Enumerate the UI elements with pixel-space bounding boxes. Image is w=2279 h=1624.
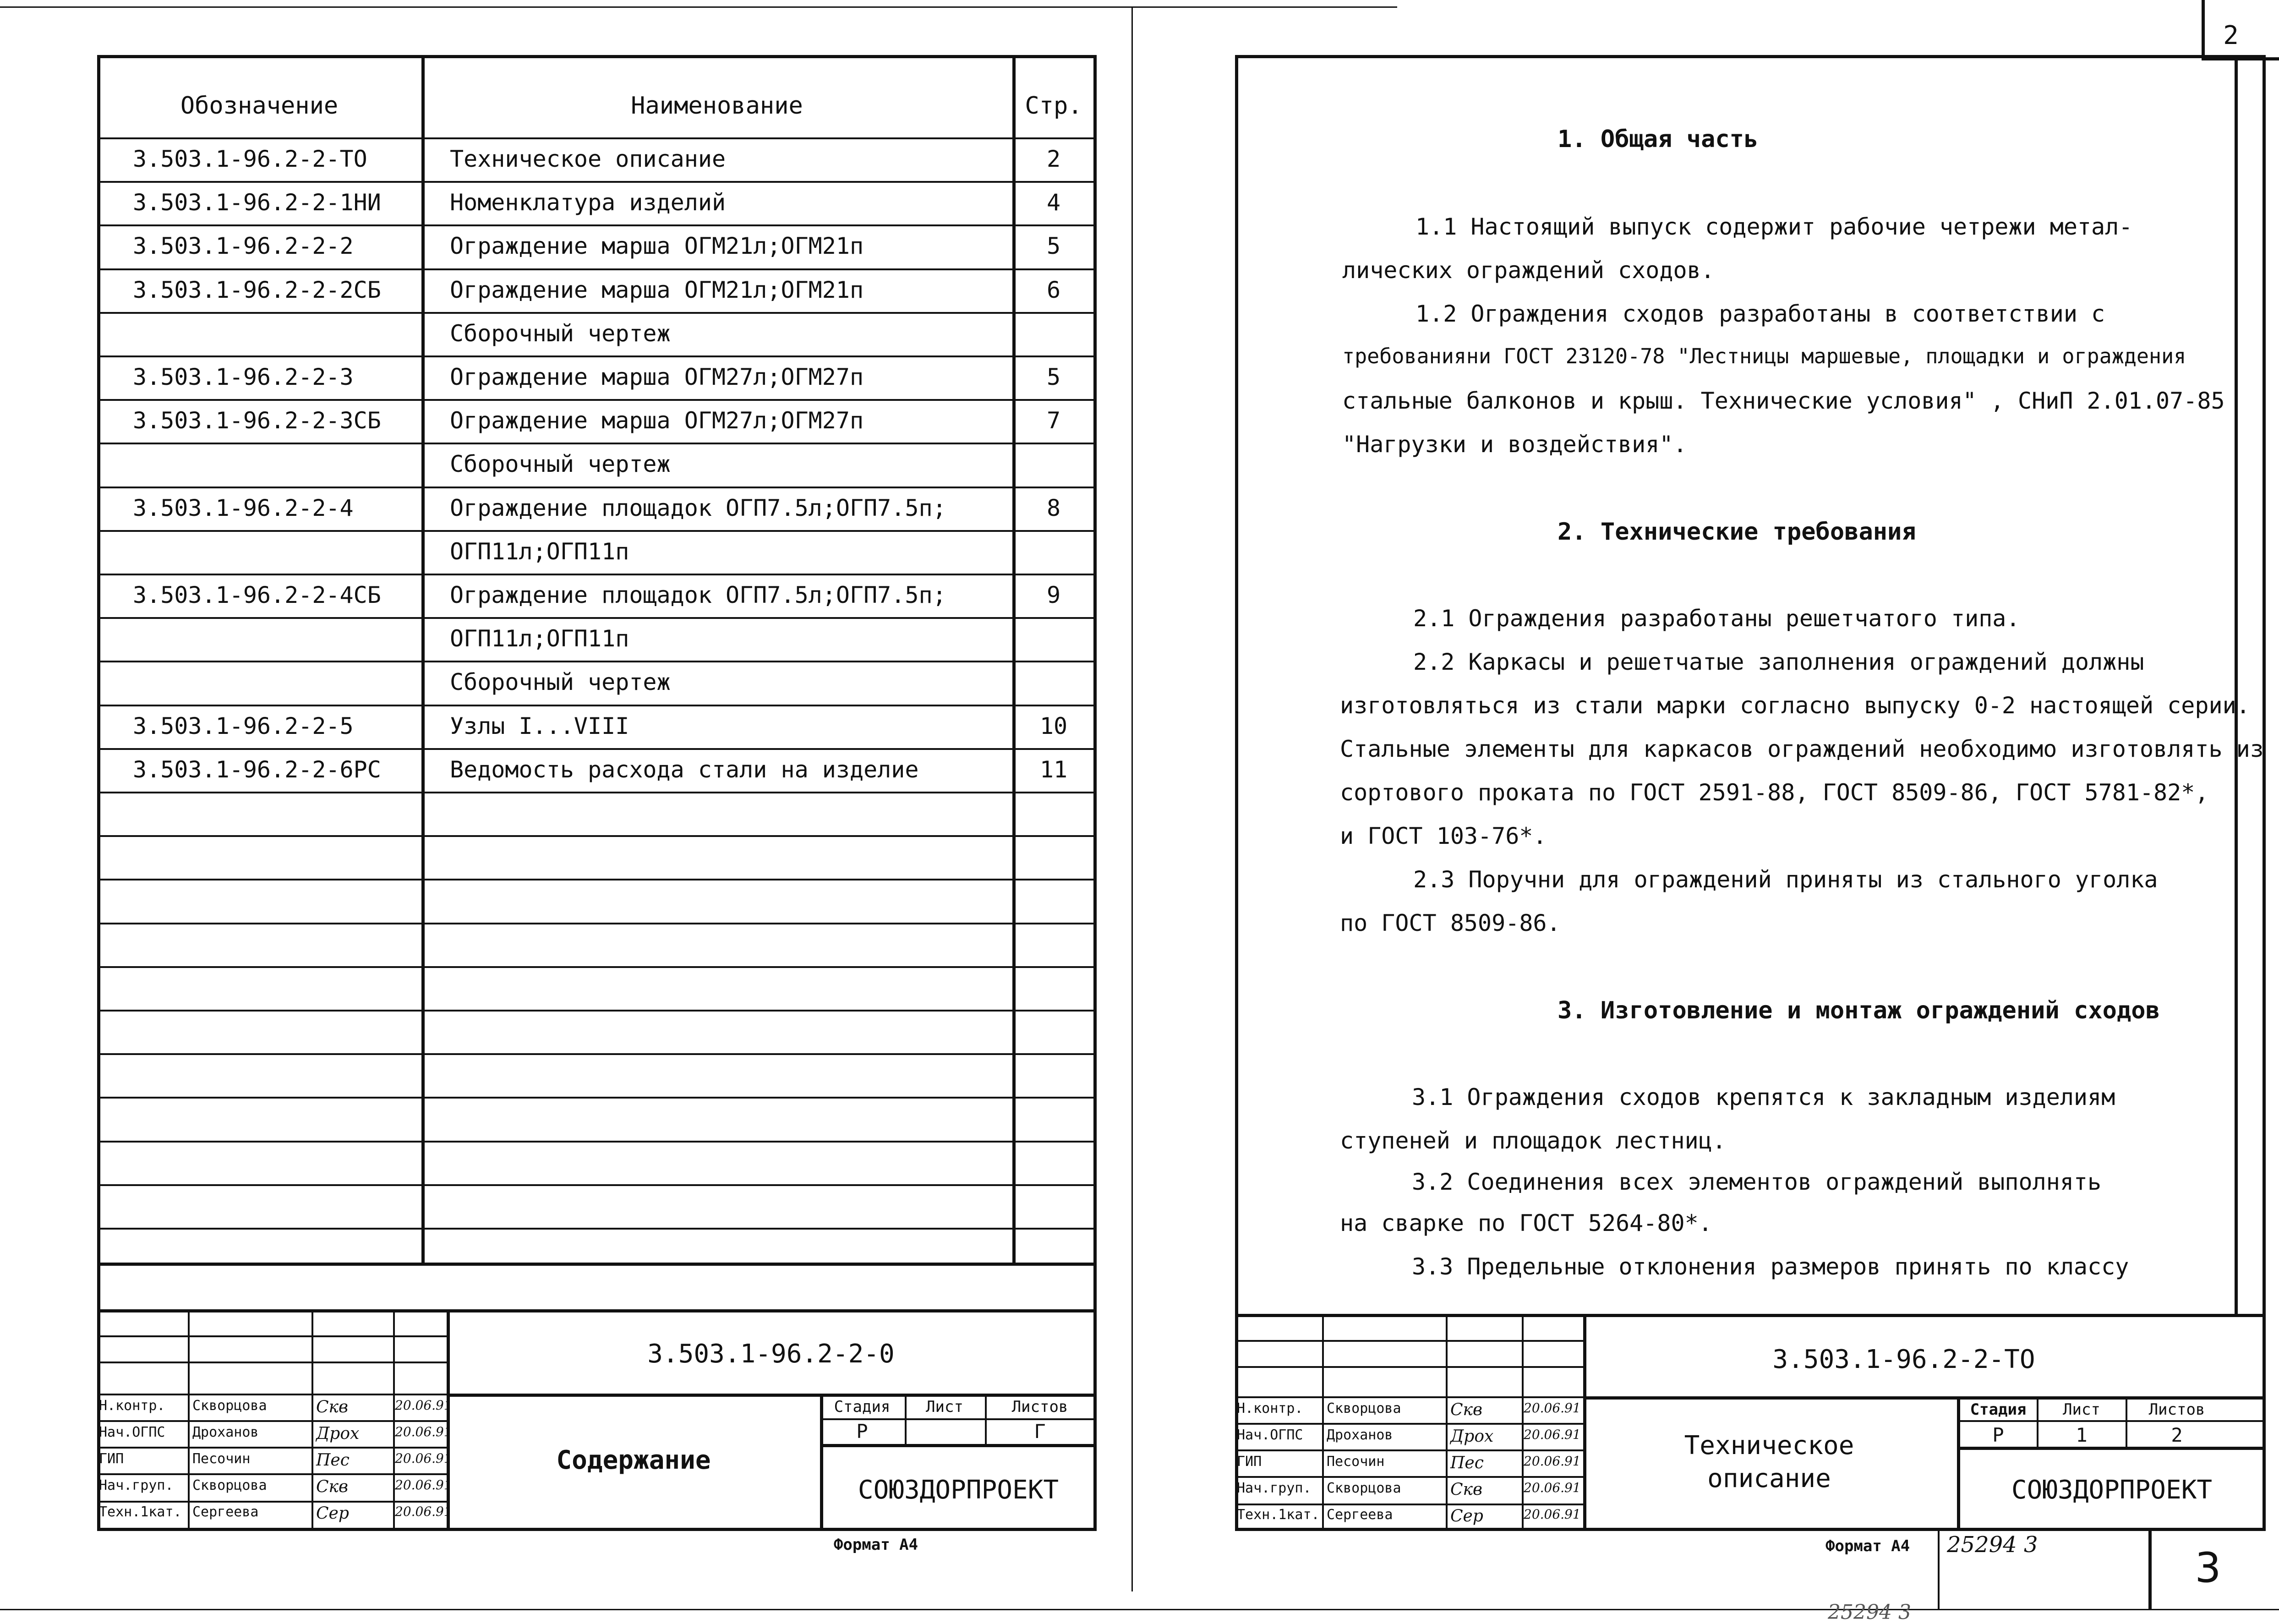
row-name: ОГП11л;ОГП11п bbox=[450, 625, 629, 652]
table-row-divider bbox=[97, 443, 1097, 444]
row-page: 7 bbox=[1046, 407, 1061, 434]
p3-2-line1: 3.2 Соединения всех элементов ограждений выполнять bbox=[1412, 1169, 2102, 1195]
left-stage-label: Стадия bbox=[834, 1398, 891, 1416]
signer-name: Дроханов bbox=[192, 1424, 259, 1440]
signature: Пес bbox=[1450, 1454, 1484, 1472]
left-sheet-label: Лист bbox=[926, 1398, 963, 1416]
row-name: Сборочный чертеж bbox=[450, 669, 671, 696]
right-sheet-label: Лист bbox=[2063, 1400, 2100, 1419]
page-number: 2 bbox=[2223, 21, 2239, 50]
signature: Пес bbox=[316, 1451, 350, 1470]
sign-date: 20.06.91 bbox=[395, 1451, 452, 1466]
signer-name: Скворцова bbox=[192, 1398, 267, 1414]
table-row-divider bbox=[97, 966, 1097, 968]
table-row-divider bbox=[97, 923, 1097, 924]
signer-role: Нач.ОГПС bbox=[1237, 1427, 1303, 1443]
right-stamp-title-2: описание bbox=[1707, 1464, 1831, 1493]
table-row-divider bbox=[97, 1010, 1097, 1012]
section-3-heading: 3. Изготовление и монтаж ограждений сходов bbox=[1558, 997, 2160, 1024]
signer-name: Песочин bbox=[1327, 1454, 1385, 1470]
row-name: Номенклатура изделий bbox=[450, 189, 726, 216]
row-designation: 3.503.1-96.2-2-2СБ bbox=[133, 276, 381, 303]
right-stamp-title-1: Техническое bbox=[1684, 1431, 1854, 1460]
signer-role: Техн.1кат. bbox=[99, 1504, 182, 1520]
signature: Скв bbox=[1450, 1480, 1482, 1499]
row-name: Ограждение марша ОГМ27л;ОГМ27п bbox=[450, 364, 864, 390]
row-name: ОГП11л;ОГП11п bbox=[450, 538, 629, 565]
row-name: Сборочный чертеж bbox=[450, 320, 671, 347]
row-designation: 3.503.1-96.2-2-3 bbox=[133, 364, 354, 390]
table-row-divider bbox=[97, 268, 1097, 270]
table-row-divider bbox=[97, 1228, 1097, 1230]
row-name: Ограждение площадок ОГП7.5л;ОГП7.5п; bbox=[450, 494, 946, 521]
p1-2-line2: требованияни ГОСТ 23120-78 "Лестницы маршевые, площадки и ограждения bbox=[1342, 344, 2186, 368]
left-stamp-code: 3.503.1-96.2-2-0 bbox=[647, 1339, 895, 1369]
row-name: Узлы I...VIII bbox=[450, 712, 629, 739]
p3-2-line2: на сварке по ГОСТ 5264-80*. bbox=[1340, 1210, 1712, 1236]
signature: Дрох bbox=[1450, 1427, 1494, 1446]
signature: Сер bbox=[316, 1504, 349, 1523]
right-org: СОЮЗДОРПРОЕКТ bbox=[2011, 1475, 2213, 1505]
table-row-divider bbox=[97, 487, 1097, 488]
signer-role: Техн.1кат. bbox=[1237, 1507, 1320, 1523]
sign-date: 20.06.91 bbox=[1524, 1400, 1581, 1416]
sign-date: 20.06.91 bbox=[1524, 1427, 1581, 1442]
table-row-divider bbox=[97, 312, 1097, 314]
row-page: 8 bbox=[1046, 494, 1061, 521]
center-fold-line bbox=[1131, 6, 1133, 1591]
table-row-divider bbox=[97, 574, 1097, 575]
row-page: 2 bbox=[1046, 146, 1061, 172]
p1-2-line4: "Нагрузки и воздействия". bbox=[1342, 431, 1687, 458]
left-stamp-title: Содержание bbox=[556, 1445, 711, 1475]
p2-2-line3: Стальные элементы для каркасов ограждений необходимо изготовлять из bbox=[1340, 736, 2264, 762]
signer-name: Скворцова bbox=[1327, 1480, 1401, 1496]
row-page: 11 bbox=[1039, 756, 1068, 783]
signer-role: Н.контр. bbox=[1237, 1400, 1303, 1416]
left-sheets-value: Г bbox=[1034, 1420, 1046, 1443]
sign-date: 20.06.91 bbox=[395, 1477, 452, 1493]
left-stage-value: Р bbox=[856, 1420, 868, 1443]
sign-date: 20.06.91 bbox=[395, 1504, 452, 1519]
signature: Скв bbox=[1450, 1400, 1482, 1419]
p2-2-line5: и ГОСТ 103-76*. bbox=[1340, 823, 1547, 849]
p3-3-line1: 3.3 Предельные отклонения размеров принять по классу bbox=[1412, 1253, 2129, 1280]
inventory-number: 25294 3 bbox=[1947, 1532, 2038, 1558]
left-format: Формат А4 bbox=[833, 1536, 918, 1554]
sign-date: 20.06.91 bbox=[395, 1424, 452, 1439]
top-edge-line bbox=[0, 6, 1397, 8]
right-sheets-label: Листов bbox=[2148, 1400, 2205, 1419]
table-row-divider bbox=[97, 1097, 1097, 1099]
signature: Сер bbox=[1450, 1507, 1483, 1526]
table-row-divider bbox=[97, 792, 1097, 793]
left-org: СОЮЗДОРПРОЕКТ bbox=[858, 1475, 1059, 1505]
table-row-divider bbox=[97, 879, 1097, 880]
row-name: Ограждение марша ОГМ27л;ОГМ27п bbox=[450, 407, 864, 434]
left-sheets-label: Листов bbox=[1011, 1398, 1068, 1416]
bottom-edge-line bbox=[0, 1609, 2279, 1610]
p2-2-line2: изготовляться из стали марки согласно выпуску 0-2 настоящей серии. bbox=[1340, 692, 2250, 719]
right-stage-value: Р bbox=[1992, 1424, 2004, 1446]
p1-1-line1: 1.1 Настоящий выпуск содержит рабочие четрежи метал- bbox=[1415, 213, 2133, 240]
row-name: Сборочный чертеж bbox=[450, 451, 671, 478]
table-row-divider bbox=[97, 661, 1097, 662]
row-name: Техническое описание bbox=[450, 146, 726, 172]
p3-1-line1: 3.1 Ограждения сходов крепятся к закладным изделиям bbox=[1412, 1084, 2115, 1110]
right-stamp-code: 3.503.1-96.2-2-ТО bbox=[1772, 1345, 2035, 1374]
row-page: 6 bbox=[1046, 276, 1061, 303]
table-row-divider bbox=[97, 1184, 1097, 1186]
row-designation: 3.503.1-96.2-2-6РС bbox=[133, 756, 381, 783]
row-name: Ограждение марша ОГМ21л;ОГМ21п bbox=[450, 276, 864, 303]
signer-role: Нач.груп. bbox=[99, 1477, 174, 1493]
right-sheet-value: 1 bbox=[2076, 1424, 2088, 1446]
col-header-designation: Обозначение bbox=[180, 92, 339, 120]
row-page: 5 bbox=[1046, 364, 1061, 390]
section-1-heading: 1. Общая часть bbox=[1558, 126, 1759, 153]
table-row-divider bbox=[97, 1053, 1097, 1055]
section-2-heading: 2. Технические требования bbox=[1558, 518, 1916, 546]
signer-name: Сергеева bbox=[192, 1504, 259, 1520]
table-row-divider bbox=[97, 748, 1097, 750]
table-row-divider bbox=[97, 355, 1097, 357]
row-page: 5 bbox=[1046, 233, 1061, 260]
col-header-page: Стр. bbox=[1025, 92, 1082, 120]
table-row-divider bbox=[97, 530, 1097, 532]
col-header-name: Наименование bbox=[631, 92, 803, 120]
table-row-divider bbox=[97, 617, 1097, 619]
p1-2-line1: 1.2 Ограждения сходов разработаны в соответствии с bbox=[1415, 301, 2105, 327]
signer-name: Песочин bbox=[192, 1451, 251, 1467]
table-row-divider bbox=[97, 181, 1097, 183]
p2-3-line2: по ГОСТ 8509-86. bbox=[1340, 910, 1561, 936]
table-row-divider bbox=[97, 1141, 1097, 1143]
row-designation: 3.503.1-96.2-2-4 bbox=[133, 494, 354, 521]
signature: Дрох bbox=[316, 1424, 360, 1443]
p2-1: 2.1 Ограждения разработаны решетчатого типа. bbox=[1413, 605, 2020, 632]
row-page: 9 bbox=[1046, 582, 1061, 608]
signer-name: Сергеева bbox=[1327, 1507, 1393, 1523]
signer-name: Скворцова bbox=[1327, 1400, 1401, 1416]
right-format: Формат А4 bbox=[1825, 1537, 1910, 1555]
sign-date: 20.06.91 bbox=[395, 1398, 452, 1413]
p2-3-line1: 2.3 Поручни для ограждений приняты из стального уголка bbox=[1413, 866, 2158, 893]
p2-2-line1: 2.2 Каркасы и решетчатые заполнения ограждений должны bbox=[1413, 649, 2144, 675]
signer-role: ГИП bbox=[99, 1451, 124, 1467]
sign-date: 20.06.91 bbox=[1524, 1454, 1581, 1469]
signer-role: Н.контр. bbox=[99, 1398, 165, 1414]
p2-2-line4: сортового проката по ГОСТ 2591-88, ГОСТ 8509-86, ГОСТ 5781-82*, bbox=[1340, 779, 2209, 806]
row-page: 10 bbox=[1039, 712, 1068, 739]
p1-2-line3: стальные балконов и крыш. Технические условия" , СНиП 2.01.07-85 bbox=[1342, 388, 2225, 414]
row-designation: 3.503.1-96.2-2-3СБ bbox=[133, 407, 381, 434]
signer-role: ГИП bbox=[1237, 1454, 1262, 1470]
row-name: Ведомость расхода стали на изделие bbox=[450, 756, 919, 783]
sign-date: 20.06.91 bbox=[1524, 1480, 1581, 1495]
row-designation: 3.503.1-96.2-2-5 bbox=[133, 712, 354, 739]
row-name: Ограждение площадок ОГП7.5л;ОГП7.5п; bbox=[450, 582, 946, 608]
table-row-divider bbox=[97, 224, 1097, 226]
right-sheets-value: 2 bbox=[2171, 1424, 2183, 1446]
table-row-divider bbox=[97, 399, 1097, 401]
table-row-divider bbox=[97, 705, 1097, 706]
sheet-corner-number: 3 bbox=[2195, 1544, 2221, 1592]
signer-role: Нач.груп. bbox=[1237, 1480, 1312, 1496]
row-designation: 3.503.1-96.2-2-2 bbox=[133, 233, 354, 260]
row-designation: 3.503.1-96.2-2-1НИ bbox=[133, 189, 381, 216]
row-page: 4 bbox=[1046, 189, 1061, 216]
signer-name: Дроханов bbox=[1327, 1427, 1393, 1443]
table-row-divider bbox=[97, 835, 1097, 837]
signer-role: Нач.ОГПС bbox=[99, 1424, 165, 1440]
p1-1-line2: лических ограждений сходов. bbox=[1342, 257, 1715, 284]
row-designation: 3.503.1-96.2-2-4СБ bbox=[133, 582, 381, 608]
row-name: Ограждение марша ОГМ21л;ОГМ21п bbox=[450, 233, 864, 260]
row-designation: 3.503.1-96.2-2-ТО bbox=[133, 146, 367, 172]
sign-date: 20.06.91 bbox=[1524, 1507, 1581, 1522]
bottom-note: 25294 3 bbox=[1828, 1601, 1911, 1624]
signature: Скв bbox=[316, 1477, 348, 1496]
signature: Скв bbox=[316, 1398, 348, 1416]
right-stage-label: Стадия bbox=[1970, 1400, 2027, 1419]
signer-name: Скворцова bbox=[192, 1477, 267, 1493]
p3-1-line2: ступеней и площадок лестниц. bbox=[1340, 1127, 1726, 1154]
